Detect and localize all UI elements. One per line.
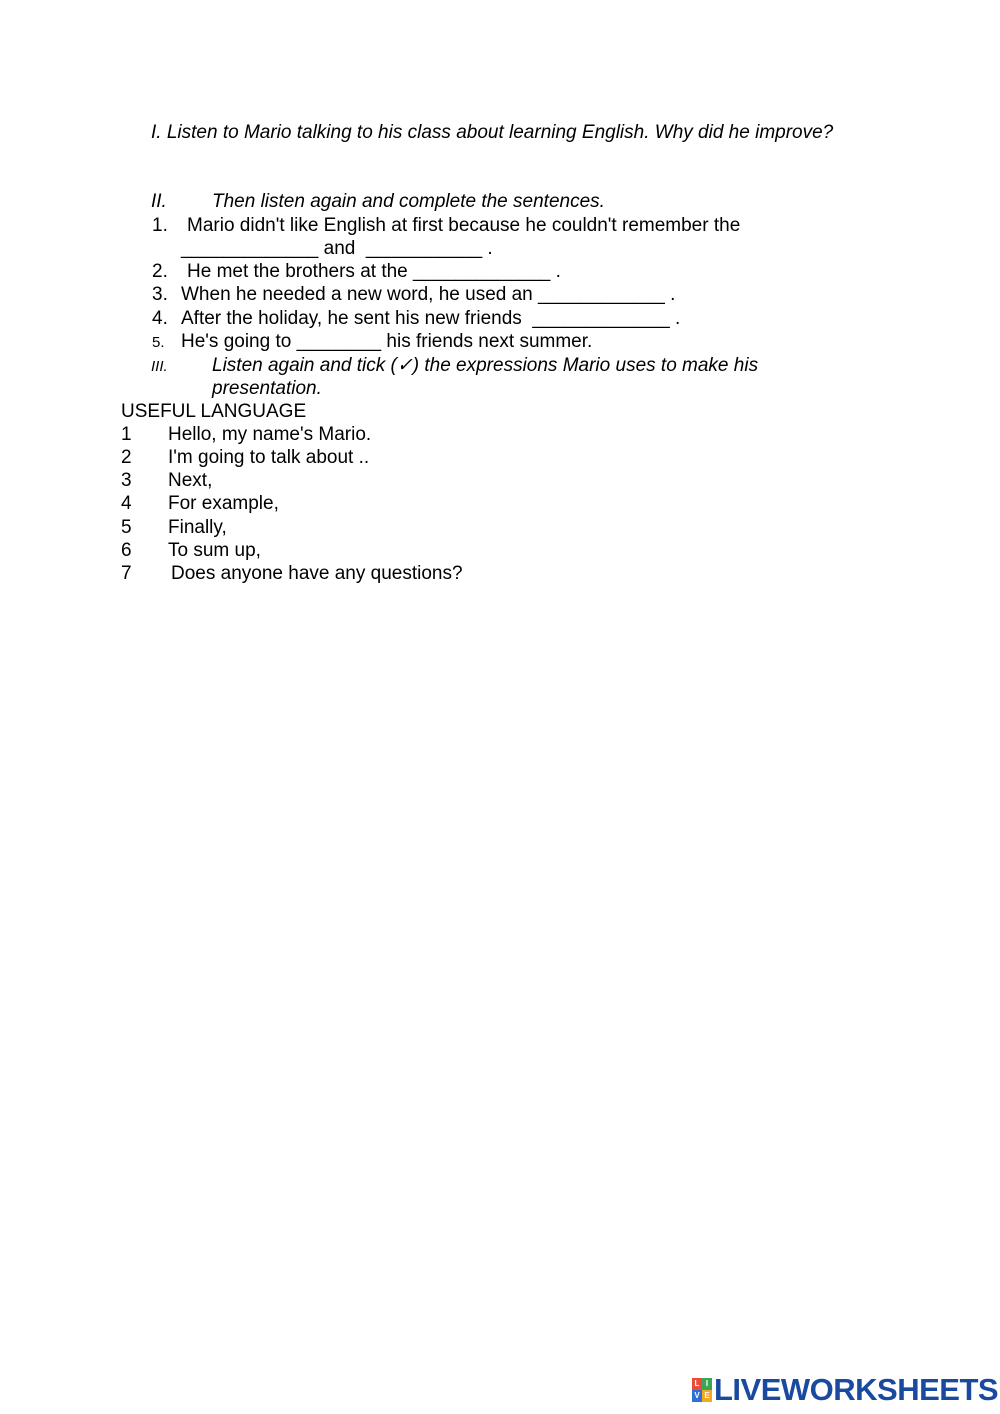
useful-item-2-number: 2 <box>121 447 132 468</box>
item-3-number: 3. <box>152 284 168 305</box>
section-3-text-line1: Listen again and tick (✓) the expressions Mario uses to make his <box>212 355 759 376</box>
useful-item-6-text[interactable]: To sum up, <box>168 540 261 561</box>
useful-item-2-text[interactable]: I'm going to talk about .. <box>168 447 370 468</box>
useful-item-4-number: 4 <box>121 493 132 514</box>
useful-item-4-text[interactable]: For example, <box>168 493 279 514</box>
item-5-text[interactable]: He's going to ________ his friends next summer. <box>181 331 593 352</box>
useful-item-3-text[interactable]: Next, <box>168 470 213 491</box>
item-1-number: 1. <box>152 215 168 236</box>
item-2-text[interactable]: He met the brothers at the _____________ . <box>187 261 561 282</box>
item-5-number: 5. <box>152 334 165 351</box>
item-4-number: 4. <box>152 308 168 329</box>
item-3-text[interactable]: When he needed a new word, he used an ____________ . <box>181 284 676 305</box>
liveworksheets-logo <box>692 1374 998 1406</box>
logo-mark-letter-i: I <box>702 1378 712 1390</box>
useful-item-1-number: 1 <box>121 424 132 445</box>
section-1-instruction: I. Listen to Mario talking to his class about learning English. Why did he improve? <box>151 122 834 143</box>
logo-mark-icon <box>692 1378 712 1402</box>
item-1-text-line1: Mario didn't like English at first because he couldn't remember the <box>187 215 741 236</box>
item-1-text-line2[interactable]: _____________ and ___________ . <box>181 238 493 259</box>
section-2-numeral: II. <box>151 191 167 212</box>
useful-item-5-number: 5 <box>121 517 132 538</box>
logo-mark-letter-l: L <box>692 1378 702 1390</box>
useful-language-heading: USEFUL LANGUAGE <box>121 401 307 422</box>
section-3-text-line2: presentation. <box>212 378 322 399</box>
section-3-numeral: III. <box>151 358 168 375</box>
logo-mark-letter-e: E <box>702 1390 712 1402</box>
useful-item-1-text[interactable]: Hello, my name's Mario. <box>168 424 372 445</box>
useful-item-7-text[interactable]: Does anyone have any questions? <box>171 563 463 584</box>
item-2-number: 2. <box>152 261 168 282</box>
logo-text: LIVEWORKSHEETS <box>714 1372 999 1407</box>
section-2-title: Then listen again and complete the sentences. <box>212 191 605 212</box>
item-4-text[interactable]: After the holiday, he sent his new friends _____________ . <box>181 308 681 329</box>
useful-item-5-text[interactable]: Finally, <box>168 517 227 538</box>
useful-item-3-number: 3 <box>121 470 132 491</box>
useful-item-6-number: 6 <box>121 540 132 561</box>
useful-item-7-number: 7 <box>121 563 132 584</box>
logo-mark-letter-v: V <box>692 1390 702 1402</box>
